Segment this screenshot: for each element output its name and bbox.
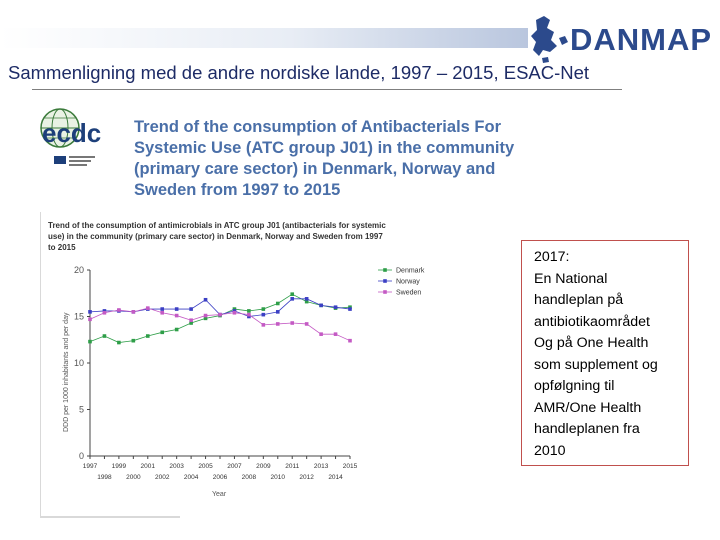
norway-legend-label: Norway — [396, 278, 420, 286]
chart-frame-edge — [40, 212, 41, 518]
norway-data-point — [290, 297, 294, 301]
x-tick-label: 2001 — [140, 463, 156, 470]
chart-panel-bottom-edge — [40, 516, 180, 518]
norway-legend-marker — [383, 279, 387, 283]
sweden-data-point — [204, 314, 208, 318]
ecdc-logo — [38, 104, 128, 174]
norway-data-point — [305, 297, 309, 301]
x-tick-label: 2003 — [169, 463, 184, 470]
x-tick-label: 2012 — [299, 474, 314, 481]
sweden-data-point — [103, 311, 107, 315]
denmark-data-point — [146, 334, 150, 338]
denmark-data-point — [88, 340, 92, 344]
chart-title-line: to 2015 — [48, 243, 76, 252]
sweden-data-point — [334, 332, 338, 336]
sweden-data-point — [88, 317, 92, 321]
x-tick-label: 2015 — [342, 463, 358, 470]
x-tick-label: 2007 — [227, 463, 242, 470]
note-line: handleplan på — [534, 292, 624, 308]
slide-title: Sammenligning med de andre nordiske lande, 1997 – 2015, ESAC-Net — [8, 62, 590, 83]
note-line: antibiotikaområdet — [534, 313, 650, 330]
x-tick-label: 2006 — [212, 474, 228, 481]
denmark-data-point — [117, 341, 121, 345]
sweden-data-point — [175, 314, 179, 318]
title-divider — [32, 89, 622, 90]
x-tick-label: 1999 — [111, 463, 127, 470]
norway-data-point — [319, 304, 323, 308]
sweden-data-point — [319, 332, 323, 336]
y-tick-label: 20 — [73, 265, 84, 275]
sweden-legend-marker — [383, 290, 387, 294]
norway-data-point — [348, 307, 352, 311]
note-line: Og på One Health — [534, 335, 649, 351]
y-axis-label: DDD per 1000 inhabitants and per day — [63, 312, 70, 432]
ecdc-logo-text: ecdc — [42, 118, 102, 148]
sweden-data-point — [146, 306, 150, 310]
x-tick-label: 1997 — [82, 463, 98, 470]
chart-axes — [74, 265, 358, 481]
ecdc-heading-line: Sweden from 1997 to 2015 — [134, 181, 341, 199]
action-plan-note — [521, 240, 689, 466]
sweden-data-point — [218, 313, 222, 317]
norway-data-point — [204, 298, 208, 302]
x-tick-label: 2005 — [198, 463, 213, 470]
x-tick-label: 2004 — [183, 474, 199, 481]
ecdc-heading — [134, 117, 574, 201]
x-tick-label: 1998 — [97, 474, 112, 481]
denmark-legend-marker — [383, 268, 387, 272]
sweden-data-point — [160, 311, 164, 315]
chart-legend — [378, 268, 425, 297]
note-line: 2017: — [534, 249, 570, 265]
consumption-trend-chart — [42, 212, 452, 518]
chart-title-line: use) in the community (primary care sector) in Denmark, Norway and Sweden from 1997 — [48, 232, 383, 241]
denmark-data-point — [160, 331, 164, 335]
denmark-data-point — [175, 328, 179, 332]
sweden-data-point — [233, 311, 237, 315]
sweden-legend-label: Sweden — [396, 289, 422, 297]
ecdc-heading-line: Trend of the consumption of Antibacterials For — [134, 118, 501, 136]
norway-data-point — [262, 313, 266, 317]
sweden-data-point — [276, 322, 280, 326]
sweden-data-point — [247, 313, 251, 317]
denmark-series-line — [90, 294, 350, 342]
danmap-logo-text: DANMAP — [570, 22, 713, 57]
norway-data-point — [160, 307, 164, 311]
norway-data-point — [189, 307, 193, 311]
x-tick-label: 2013 — [313, 463, 329, 470]
denmark-data-point — [247, 309, 251, 313]
norway-data-point — [175, 307, 179, 311]
note-line: opfølgning til — [534, 378, 615, 394]
y-tick-label: 10 — [73, 358, 84, 368]
x-axis-label: Year — [212, 491, 227, 498]
sweden-data-point — [348, 339, 352, 343]
sweden-data-point — [290, 321, 294, 325]
denmark-data-point — [262, 307, 266, 311]
note-line: som supplement og — [534, 356, 658, 373]
sweden-data-point — [117, 308, 121, 312]
norway-data-point — [334, 305, 338, 309]
sweden-data-point — [132, 310, 136, 314]
y-tick-label: 15 — [73, 311, 84, 322]
denmark-data-point — [103, 334, 107, 338]
header-band — [0, 28, 528, 48]
x-tick-label: 2008 — [241, 474, 257, 481]
denmark-data-point — [276, 302, 280, 306]
denmark-map-icon — [531, 16, 568, 63]
note-line: AMR/One Health — [534, 399, 642, 416]
chart-title-line: Trend of the consumption of antimicrobials in ATC group J01 (antibacterials for systemic — [48, 221, 386, 230]
denmark-data-point — [290, 292, 294, 296]
ecdc-heading-line: Systemic Use (ATC group J01) in the community — [134, 139, 515, 157]
note-line: 2010 — [534, 442, 566, 459]
x-tick-label: 2014 — [328, 474, 343, 481]
chart-series — [88, 292, 352, 344]
norway-data-point — [276, 310, 280, 314]
ecdc-heading-line: (primary care sector) in Denmark, Norway and — [134, 160, 496, 178]
denmark-data-point — [132, 339, 136, 343]
norway-data-point — [88, 310, 92, 314]
y-tick-label: 5 — [78, 404, 84, 415]
x-tick-label: 2011 — [285, 463, 300, 470]
sweden-data-point — [189, 318, 193, 322]
note-line: En National — [534, 270, 608, 287]
sweden-data-point — [262, 323, 266, 327]
x-tick-label: 2002 — [154, 474, 170, 481]
x-tick-label: 2000 — [126, 474, 141, 481]
sweden-data-point — [305, 322, 309, 326]
x-tick-label: 2009 — [256, 463, 271, 470]
x-tick-label: 2010 — [270, 474, 286, 481]
y-tick-label: 0 — [78, 451, 84, 461]
denmark-legend-label: Denmark — [396, 267, 425, 275]
eu-flag-icon — [54, 156, 66, 164]
note-line: handleplanen fra — [534, 421, 640, 437]
